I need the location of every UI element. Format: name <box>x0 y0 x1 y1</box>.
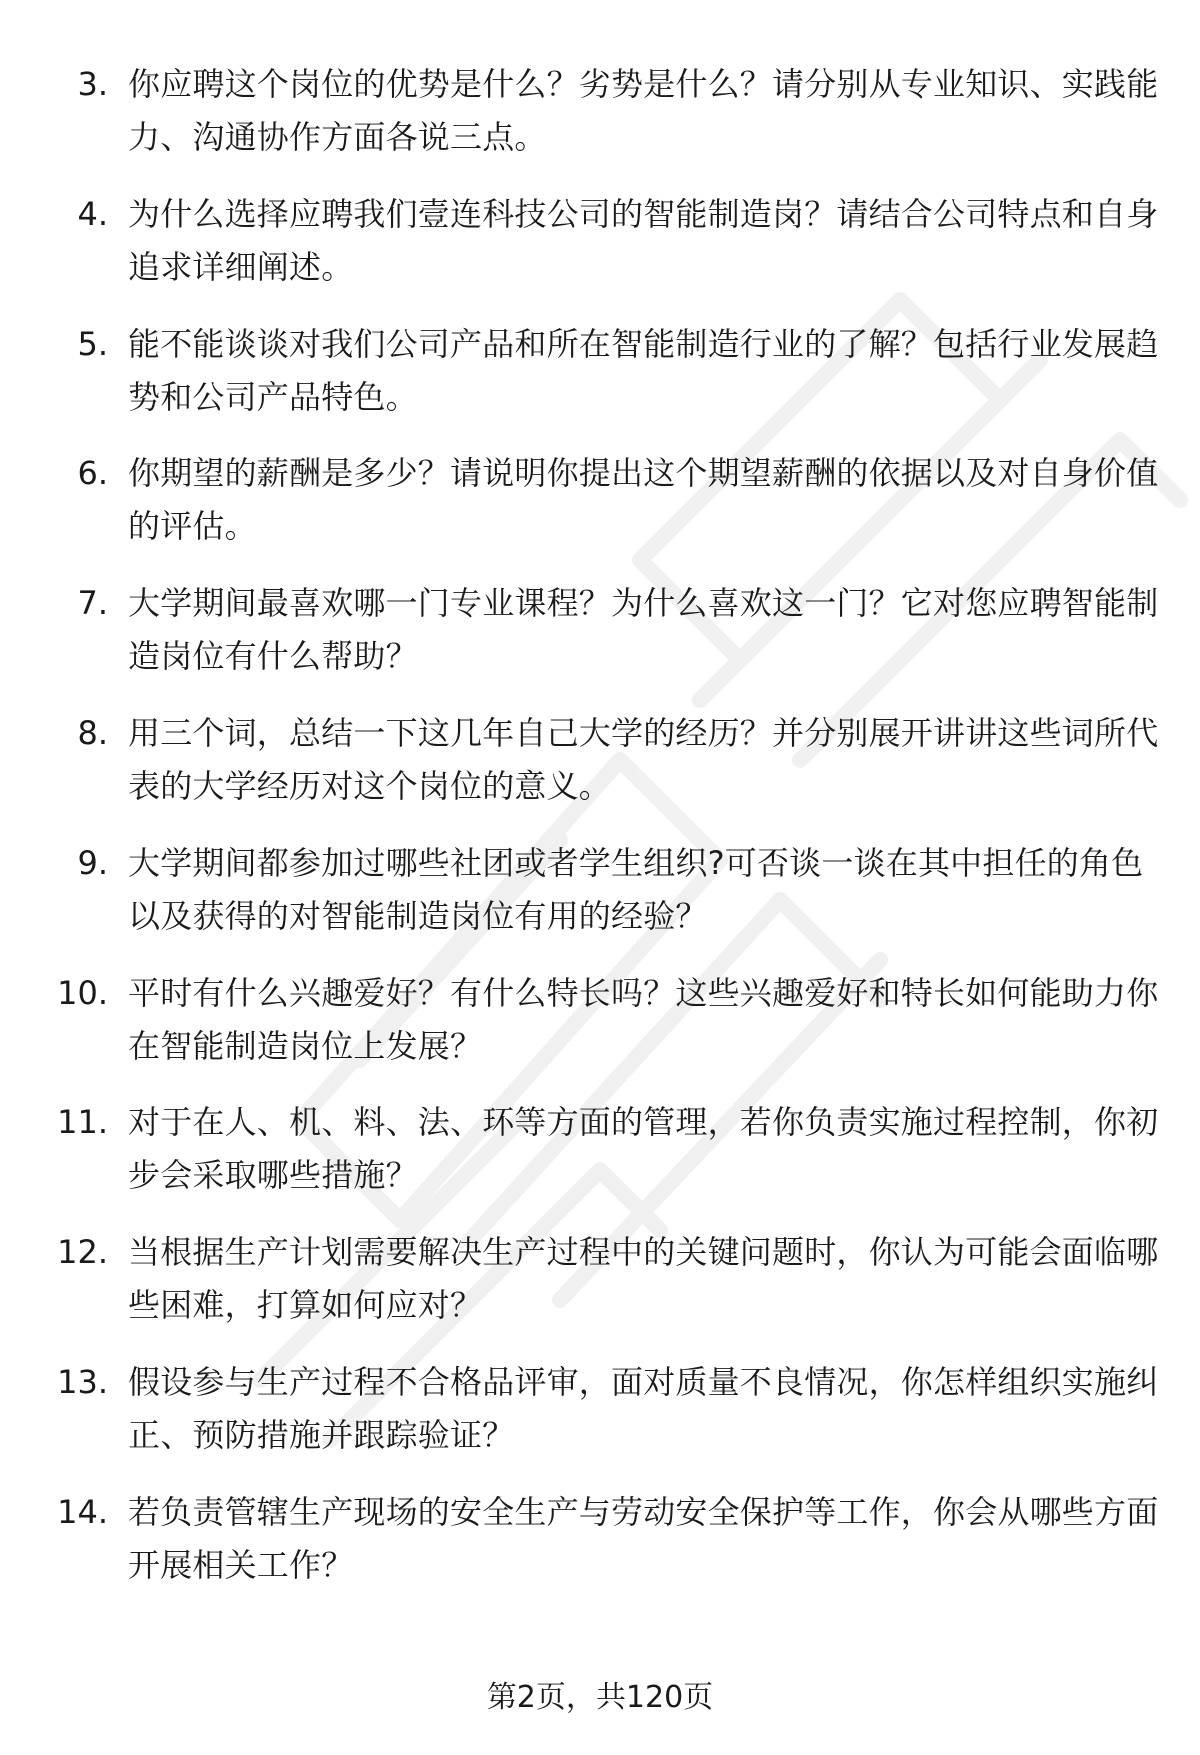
question-text: 大学期间都参加过哪些社团或者学生组织?可否谈一谈在其中担任的角色以及获得的对智能制造岗位有用的经验？ <box>128 843 1144 935</box>
question-text: 大学期间最喜欢哪一门专业课程？为什么喜欢这一门？它对您应聘智能制造岗位有什么帮助？ <box>128 584 1159 676</box>
question-number: 11. <box>57 1103 108 1142</box>
question-number: 13. <box>57 1362 108 1401</box>
question-number: 5. <box>77 324 108 363</box>
page-indicator: 第2页，共120页 <box>486 1680 714 1715</box>
question-number: 10. <box>57 973 108 1012</box>
list-item <box>40 967 1170 1074</box>
question-text: 用三个词，总结一下这几年自己大学的经历？并分别展开讲讲这些词所代表的大学经历对这个岗位的意义。 <box>128 713 1159 805</box>
question-number: 8. <box>77 713 108 752</box>
question-number: 9. <box>77 843 108 882</box>
list-item <box>40 1356 1170 1463</box>
list-item <box>40 1486 1170 1593</box>
list-item <box>40 188 1170 295</box>
list-item <box>40 707 1170 814</box>
question-number: 3. <box>77 65 108 103</box>
list-item <box>40 1096 1170 1203</box>
list-item <box>40 1226 1170 1333</box>
question-text: 能不能谈谈对我们公司产品和所在智能制造行业的了解？包括行业发展趋势和公司产品特色。 <box>128 324 1159 416</box>
question-text: 若负责管辖生产现场的安全生产与劳动安全保护等工作，你会从哪些方面开展相关工作？ <box>128 1492 1159 1584</box>
question-list <box>40 58 1170 1616</box>
question-number: 6. <box>77 454 108 493</box>
list-item <box>40 318 1170 425</box>
list-item <box>40 837 1170 944</box>
question-number: 7. <box>77 584 108 623</box>
question-number: 4. <box>77 194 108 233</box>
question-number: 14. <box>57 1492 108 1531</box>
question-text: 为什么选择应聘我们壹连科技公司的智能制造岗？请结合公司特点和自身追求详细阐述。 <box>128 194 1159 286</box>
question-text: 假设参与生产过程不合格品评审，面对质量不良情况，你怎样组织实施纠正、预防措施并跟踪验证？ <box>128 1362 1159 1454</box>
question-text: 你期望的薪酬是多少？请说明你提出这个期望薪酬的依据以及对自身价值的评估。 <box>128 454 1159 546</box>
question-text: 当根据生产计划需要解决生产过程中的关键问题时，你认为可能会面临哪些困难，打算如何应对？ <box>128 1233 1159 1325</box>
question-text: 你应聘这个岗位的优势是什么？劣势是什么？请分别从专业知识、实践能力、沟通协作方面各说三点。 <box>128 65 1159 156</box>
list-item <box>40 577 1170 684</box>
list-item <box>40 58 1170 165</box>
question-number: 12. <box>57 1233 108 1272</box>
question-text: 平时有什么兴趣爱好？有什么特长吗？这些兴趣爱好和特长如何能助力你在智能制造岗位上发展？ <box>128 973 1159 1065</box>
list-item <box>40 447 1170 554</box>
question-text: 对于在人、机、料、法、环等方面的管理，若你负责实施过程控制，你初步会采取哪些措施？ <box>128 1103 1159 1195</box>
